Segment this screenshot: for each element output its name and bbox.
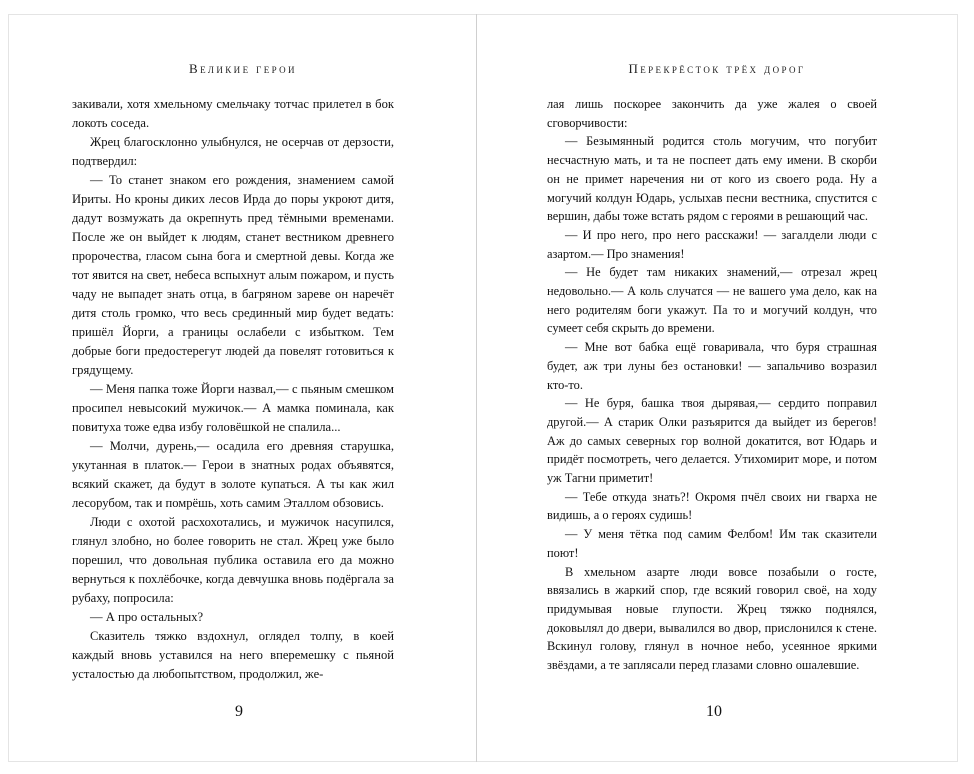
body-text-left — [72, 95, 394, 684]
paragraph: Люди с охотой расхохотались, и мужичок насупился, глянул злобно, но более говорить не стал. Жрец уже было порешил, что довольная публика оставила его да можно вернуться к похлёбочке, когда девчушка вновь подёргала за рубаху, попросила: — [72, 515, 394, 605]
paragraph: — А про остальных? — [90, 610, 204, 624]
paragraph: Сказитель тяжко вздохнул, оглядел толпу, в коей каждый вновь уставился на него вперемешку с пьяной усталостью да любопытством, продолжил, же- — [72, 629, 394, 681]
body-text-right — [547, 95, 877, 675]
left-page — [8, 14, 477, 762]
page-number-left: 9 — [235, 703, 243, 720]
paragraph: — Меня папка тоже Йорги назвал,— с пьяным смешком просипел невысокий мужичок.— А мамка поминала, как повитуха тоже едва избу головёшкой не спалила... — [72, 382, 394, 434]
paragraph: — И про него, про него расскажи! — загалдели люди с азартом.— Про знамения! — [547, 227, 877, 261]
right-page — [477, 14, 958, 762]
paragraph: — У меня тётка под самим Фелбом! Им так сказители поют! — [547, 527, 877, 560]
paragraph: В хмельном азарте люди вовсе позабыли о госте, ввязались в жаркий спор, где всякий говорил своё, на ходу придумывая новые глупости. Жрец тяжко поднялся, доковылял до двери, вывалился во двор, прислонился к стене. Вскинул голову, глянул в ночное небо, усеянное яркими звёздами, а те заплясали перед глазами словно ошалевшие. — [547, 564, 877, 673]
running-header-right: Перекрёсток трёх дорог — [628, 61, 806, 76]
paragraph: — Безымянный родится столь могучим, что погубит несчастную мать, и та не поспеет дать ему имени. В скорби он не примет наречения ни от кого из своего рода. Ну а могучий колдун Юдарь, услыхав песни вестника, спустится с вершин, дабы тоже встать рядом с героями в решающий час. — [547, 134, 877, 224]
running-header-left: Великие герои — [189, 61, 297, 76]
page-number-right: 10 — [706, 703, 722, 720]
paragraph: — Не буря, башка твоя дырявая,— сердито поправил другой.— А старик Олки разъярится да выйдет из берегов! Аж до самых северных гор волной докатится, вот Юдарь и придёт посмотреть, чего делается. Утихомирит море, и потом уж Тагни приметит! — [547, 396, 877, 486]
paragraph: — Молчи, дурень,— осадила его древняя старушка, укутанная в платок.— Герои в знатных родах объявятся, всякий скажет, да будут в золоте купаться. А ты как жил лесорубом, так и помрёшь, хоть самим Эталлом обзовись. — [72, 439, 394, 510]
paragraph: — Не будет там никаких знамений,— отрезал жрец недовольно.— А коль случатся — не вашего ума дело, как на него родителям боги укажут. Па то и могучий колдун, что сумеет себя скрыть до времени. — [547, 265, 877, 336]
paragraph: — То станет знаком его рождения, знамением самой Ириты. Но кроны диких лесов Ирда до поры укроют дитя, дадут возмужать да окрепнуть пред тёмными временами. После же он выйдет к людям, станет вестником древнего пророчества, гласом сына бога и смертной девы. Когда же тот явится на свет, небеса вспыхнут алым пожаром, и пусть чаду не выпадет знать отца, в багряном зареве он наречёт дитя столь громко, что весь срединный мир будет ведать: пришёл Йорги, а границы ослабели с избытком. Тем добрые боги предостерегут людей да повелят готовиться к грядущему. — [72, 173, 394, 377]
paragraph: закивали, хотя хмельному смельчаку тотчас прилетел в бок локоть соседа. — [72, 97, 394, 130]
paragraph: — Мне вот бабка ещё говаривала, что буря страшная будет, аж три луны без остановки! — запальчиво возразил кто-то. — [547, 340, 877, 392]
paragraph: лая лишь поскорее закончить да уже жалея о своей сговорчивости: — [547, 97, 877, 130]
paragraph: Жрец благосклонно улыбнулся, не осерчав от дерзости, подтвердил: — [72, 135, 394, 168]
paragraph: — Тебе откуда знать?! Окромя пчёл своих ни гварха не видишь, а о героях судишь! — [547, 489, 877, 523]
